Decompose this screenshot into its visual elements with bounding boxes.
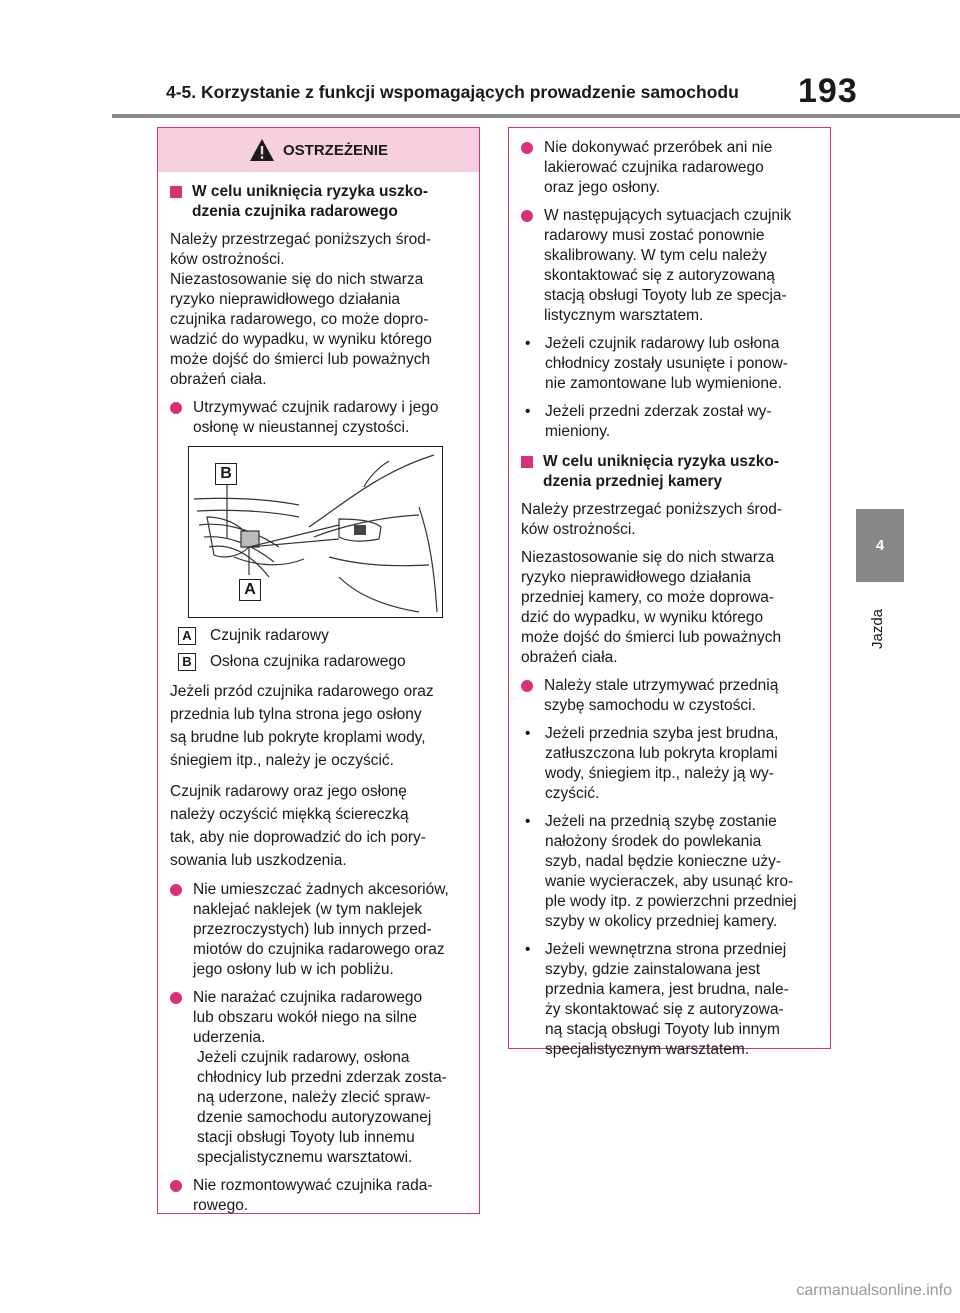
dash-text: Jeżeli wewnętrzna strona przedniej szyby, gdzie zainstalowana jest przednia kamera, jest brudna, nale- ży skontaktować się z autoryzowa- ną stacją obsługi Toyoty lub innym specjalistycznym warsztatem. xyxy=(545,941,789,1058)
dash-bullet-icon: • xyxy=(525,403,531,420)
legend-text-a: Czujnik radarowy xyxy=(210,627,329,644)
bullet-text: W następujących sytuacjach czujnik radarowy musi zostać ponownie skalibrowany. W tym celu należy skontaktować się z autoryzowaną stacją obsługi Toyoty lub ze specja- listycznym warsztatem. xyxy=(544,207,792,324)
bullet-dot-icon xyxy=(521,142,533,154)
paragraph: Czujnik radarowy oraz jego osłonę należy oczyścić miękką ściereczką tak, aby nie doprowadzić do ich pory- sowania lub uszkodzenia. xyxy=(170,783,426,869)
figure-label-b: B xyxy=(215,463,237,485)
paragraph: Należy przestrzegać poniższych środ- ków ostrożności. xyxy=(521,501,783,538)
dash-text: Jeżeli przednia szyba jest brudna, zatłuszczona lub pokryta kroplami wody, śniegiem itp., należy ją wy- czyścić. xyxy=(545,725,779,802)
section-heading-radar-text: W celu uniknięcia ryzyka uszko- dzenia czujnika radarowego xyxy=(192,183,429,220)
figure-label-a: A xyxy=(239,579,261,601)
paragraph: Jeżeli przód czujnika radarowego oraz przednia lub tylna strona jego osłony są brudne lub pokryte kroplami wody, śniegiem itp., należy je oczyścić. xyxy=(170,683,434,769)
section-square-icon xyxy=(170,186,182,198)
bullet-dot-icon xyxy=(521,680,533,692)
bullet-dot-icon xyxy=(170,402,182,414)
bullet-item xyxy=(170,398,471,438)
bullet-subtext: Jeżeli czujnik radarowy, osłona chłodnicy lub przedni zderzak zosta- ną uderzone, należy zlecić spraw- dzenie samochodu autoryzowanej stacji obsługi Toyoty lub innemu specjalistycznemu warsztatowi. xyxy=(197,1049,447,1166)
dash-item xyxy=(521,334,822,394)
dash-bullet-icon: • xyxy=(525,813,531,830)
warning-triangle-icon xyxy=(249,138,275,162)
bullet-item xyxy=(521,138,822,198)
bullet-text: Nie rozmontowywać czujnika rada- rowego. xyxy=(193,1177,433,1214)
radar-sensor-illustration xyxy=(188,446,443,618)
dash-item xyxy=(521,402,822,442)
bullet-text: Należy stale utrzymywać przednią szybę samochodu w czystości. xyxy=(544,677,779,714)
dash-bullet-icon: • xyxy=(525,725,531,742)
bullet-dot-icon xyxy=(521,210,533,222)
warning-title: OSTRZEŻENIE xyxy=(282,141,388,159)
chapter-tab[interactable]: 4 xyxy=(856,509,904,582)
legend-item-b xyxy=(170,652,471,672)
warning-content xyxy=(158,182,479,1216)
section-heading-camera xyxy=(521,452,822,492)
dash-item xyxy=(521,724,822,804)
paragraph: Niezastosowanie się do nich stwarza ryzyko nieprawidłowego działania przedniej kamery, co może doprowa- dzić do wypadku, w wyniku którego może dojść do śmierci lub poważnych obrażeń ciała. xyxy=(521,549,782,666)
bullet-item xyxy=(170,880,471,980)
bullet-text: Nie narażać czujnika radarowego lub obszaru wokół niego na silne uderzenia. xyxy=(193,989,423,1046)
dash-item xyxy=(521,812,822,932)
bullet-dot-icon xyxy=(170,992,182,1004)
bullet-text: Nie umieszczać żadnych akcesoriów, naklejać naklejek (w tym naklejek przezroczystych) lub innych przed- miotów do czujnika radarowego oraz jego osłony lub w ich pobliżu. xyxy=(193,881,449,978)
section-heading-radar xyxy=(170,182,471,222)
warning-content-continued xyxy=(509,128,830,1060)
dash-text: Jeżeli czujnik radarowy lub osłona chłodnicy zostały usunięte i ponow- nie zamontowane lub wymienione. xyxy=(545,335,788,392)
legend-text-b: Osłona czujnika radarowego xyxy=(210,653,406,670)
bullet-text: Nie dokonywać przeróbek ani nie lakierować czujnika radarowego oraz jego osłony. xyxy=(544,139,773,196)
dash-bullet-icon: • xyxy=(525,335,531,352)
bullet-item xyxy=(521,206,822,326)
chapter-label-text: Jazda xyxy=(869,608,886,649)
warning-box xyxy=(157,127,480,1214)
section-heading-camera-text: W celu uniknięcia ryzyka uszko- dzenia przedniej kamery xyxy=(543,453,780,490)
bullet-item xyxy=(170,988,471,1168)
dash-text: Jeżeli przedni zderzak został wy- mieniony. xyxy=(545,403,772,440)
legend-key-a: A xyxy=(178,627,196,645)
legend-key-b: B xyxy=(178,653,196,671)
bullet-text: Utrzymywać czujnik radarowy i jego osłonę w nieustannej czystości. xyxy=(193,399,439,436)
page-number: 193 xyxy=(798,72,858,110)
bullet-dot-icon xyxy=(170,1180,182,1192)
dash-text: Jeżeli na przednią szybę zostanie nałożony środek do powlekania szyb, nadal będzie konieczne uży- wanie wycieraczek, aby usunąć kro- ple wody itp. z powierzchni przedniej szyby w okolicy przedniej kamery. xyxy=(545,813,797,930)
page-header-title: 4-5. Korzystanie z funkcji wspomagających prowadzenie samochodu xyxy=(166,82,739,102)
section-square-icon xyxy=(521,456,533,468)
bullet-item xyxy=(170,1176,471,1216)
dash-bullet-icon: • xyxy=(525,941,531,958)
warning-box-continued xyxy=(508,127,831,1058)
dash-item xyxy=(521,940,822,1060)
paragraph: Należy przestrzegać poniższych środ- ków ostrożności. Niezastosowanie się do nich stwarza ryzyko nieprawidłowego działania czujnika radarowego, co może dopro- wadzić do wypadku, w wyniku którego może dojść do śmierci lub poważnych obrażeń ciała. xyxy=(170,231,432,388)
bullet-dot-icon xyxy=(170,884,182,896)
legend-item-a xyxy=(170,626,471,646)
header-rule xyxy=(112,114,960,118)
chapter-label xyxy=(863,597,893,657)
warning-header xyxy=(158,128,479,172)
watermark[interactable]: carmanualsonline.info xyxy=(796,1282,952,1299)
bullet-item xyxy=(521,676,822,716)
